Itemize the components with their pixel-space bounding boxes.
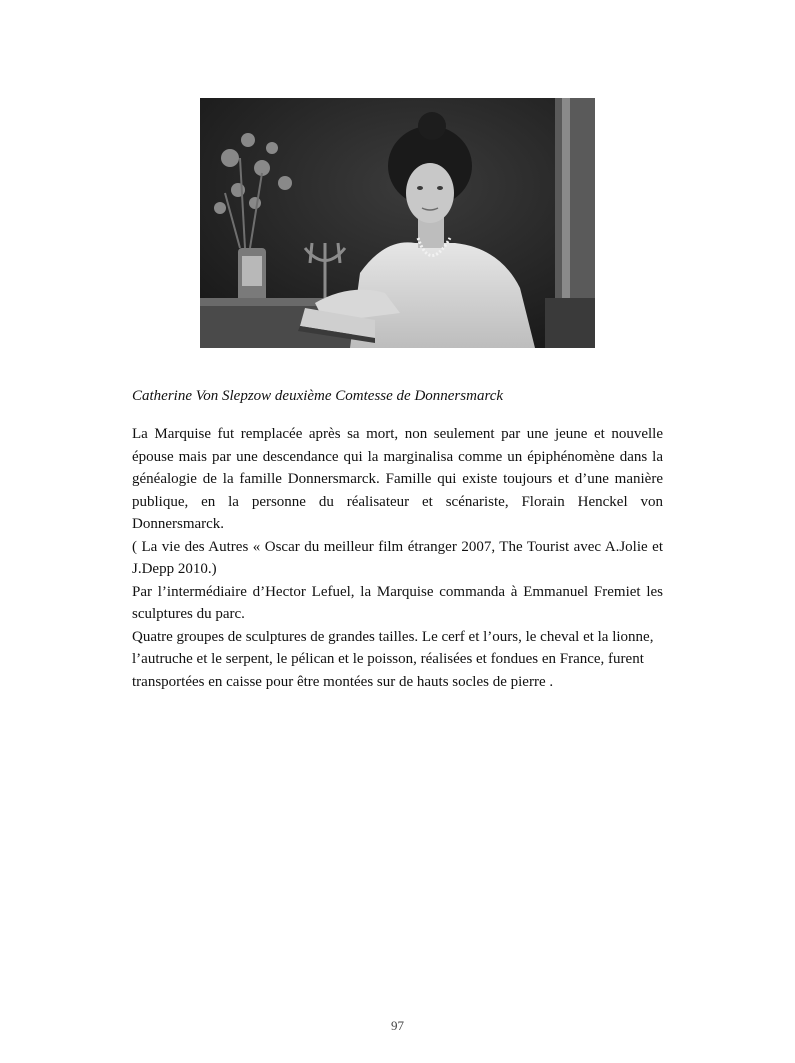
paragraph: Quatre groupes de sculptures de grandes tailles. Le cerf et l’ours, le cheval et la lionne, l’autruche et le serpent, le pélican et le poisson, réalisées et fondues en France, furent transportées en caisse pour être montées sur de hauts socles de pierre .	[132, 628, 654, 690]
portrait-photo	[200, 98, 595, 348]
body-text	[132, 423, 663, 693]
paragraph: La Marquise fut remplacée après sa mort, non seulement par une jeune et nouvelle épouse mais par une descendance qui la marginalisa comme un épiphénomène dans la généalogie de la famille Donnersmarck. Famille qui existe toujours et d’une manière publique, en la personne du réalisateur et scénariste, Florain Henckel von Donnersmarck.	[132, 426, 663, 532]
page-number: 97	[391, 1018, 404, 1033]
photo-caption: Catherine Von Slepzow deuxième Comtesse de Donnersmarck	[132, 388, 504, 404]
paragraph: Par l’intermédiaire d’Hector Lefuel, la Marquise commanda à Emmanuel Fremiet les sculptures du parc.	[132, 583, 663, 622]
paragraph: ( La vie des Autres « Oscar du meilleur film étranger 2007, The Tourist avec A.Jolie et J.Depp 2010.)	[132, 538, 663, 577]
portrait-illustration	[200, 98, 595, 348]
